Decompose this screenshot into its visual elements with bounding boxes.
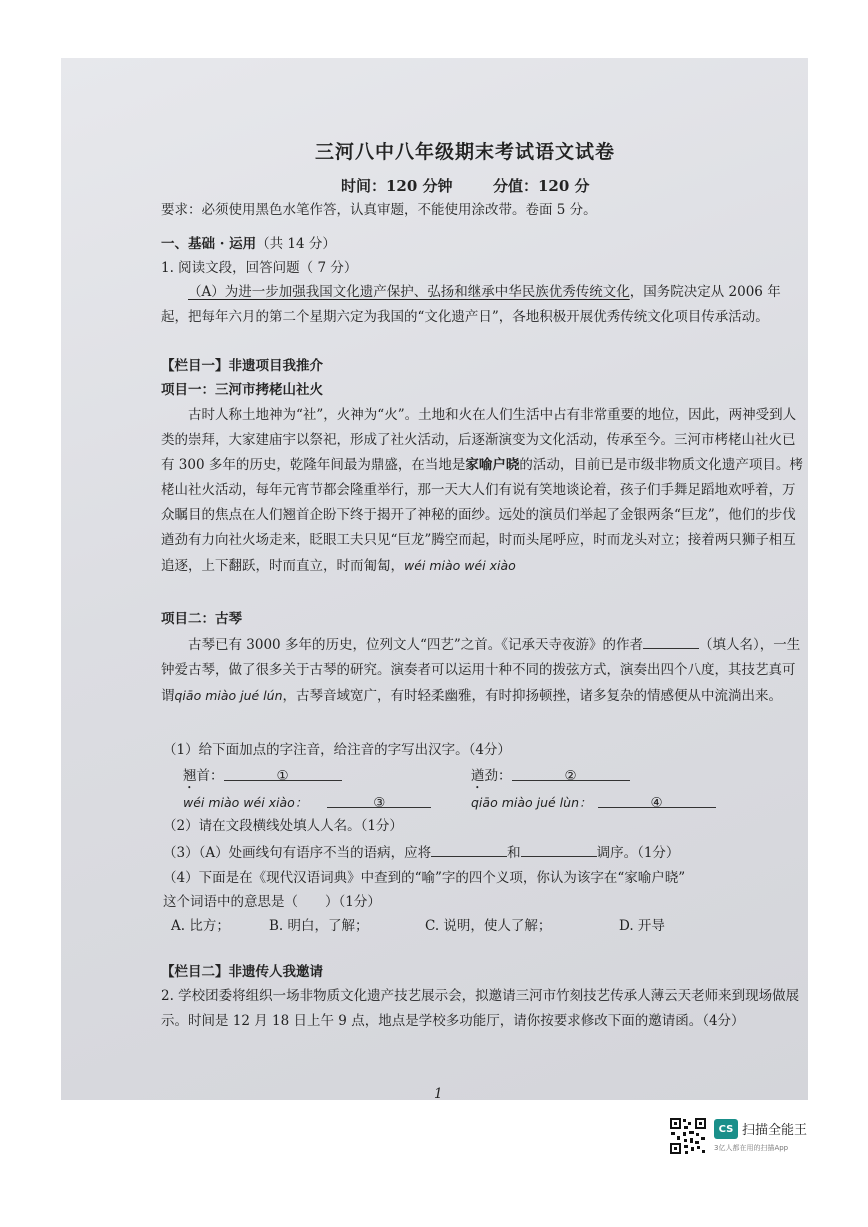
project1-pinyin: wéi miào wéi xiào bbox=[404, 558, 516, 573]
answer-blank-1[interactable] bbox=[224, 764, 342, 784]
answer-blank-4[interactable] bbox=[598, 791, 716, 811]
project2-text-3: ，古琴音域宽广，有时轻柔幽雅，有时抑扬顿挫，诸多复杂的情感便从中流淌出来。 bbox=[282, 688, 782, 704]
q1-2-prompt: （2）请在文段横线处填人人名。（1分） bbox=[163, 818, 403, 834]
project2-text-2: （填人名），一生钟爱古琴，做了很多关于古琴的研究。演奏者可以运用十种不同的拨弦方式，演奏出四个八度，其技艺真可谓 bbox=[161, 637, 801, 704]
section1-title: 一、基础 · 运用 bbox=[161, 236, 257, 252]
mark-1: ① bbox=[276, 768, 289, 784]
scanner-tagline: 3亿人都在用的扫描App bbox=[714, 1144, 789, 1152]
page-number: 1 bbox=[434, 1086, 443, 1100]
mark-2: ② bbox=[564, 768, 577, 784]
passage-a-underlined: （A）为进一步加强我国文化遗产保护、弘扬和继承中华民族优秀传统文化 bbox=[188, 284, 630, 300]
q1-1-b-label: 劲： bbox=[484, 768, 512, 784]
project1-paragraph bbox=[161, 403, 807, 579]
scanned-page-photo bbox=[61, 58, 808, 1100]
reorder-blank-2[interactable] bbox=[521, 840, 597, 857]
project2-title: 项目二：古琴 bbox=[161, 611, 242, 627]
section1-heading bbox=[161, 232, 336, 257]
qr-code-icon bbox=[669, 1117, 707, 1155]
q1-1-item-a bbox=[183, 764, 342, 792]
q1-4-prompt-line2: 这个词语中的意思是（ ）（1分） bbox=[163, 894, 381, 910]
answer-blank-3[interactable] bbox=[327, 791, 431, 811]
project2-text-1: 古琴已有 3000 多年的历史，位列文人“四艺”之首。《记承天寺夜游》的作者 bbox=[188, 637, 643, 653]
page-title: 三河八中八年级期末考试语文试卷 bbox=[315, 141, 616, 163]
q1-3-prompt bbox=[163, 840, 679, 866]
project1-text-2: 的活动，目前已是市级非物质文化遗产项目。栲栳山社火活动，每年元宵节都会隆重举行，那一天大人们有说有笑地谈论着，孩子们手舞足蹈地欢呼着，万众瞩目的焦点在人们翘首企盼下终于揭开了神秘的面纱。远处的演员们举起了金银两条“巨龙”，他们的步伐遒劲有力向社火场走来，眨眼工夫只见“巨龙”腾空而起，时而头尾呼应，时而龙头对立；接着两只狮子相互追逐，上下翻跃，时而直立，时而匍匐， bbox=[161, 457, 803, 574]
intro-passage bbox=[161, 280, 807, 330]
score-label: 分值：120 分 bbox=[493, 177, 590, 195]
q1-4-prompt-line1: （4）下面是在《现代汉语词典》中查到的“喻”字的四个义项，你认为该字在“家喻户晓” bbox=[163, 870, 686, 886]
passage-rest: ，国务院决定从 2006 年起，把每年六月的第二个星期六定为我国的“文化遗产日”，各地积极开展优秀传统文化项目传承活动。 bbox=[161, 284, 781, 325]
option-b: B. 明白，了解； bbox=[269, 918, 369, 934]
q1-1-c-label: wéi miào wéi xiào： bbox=[183, 795, 308, 810]
scanner-watermark bbox=[669, 1117, 809, 1157]
project2-paragraph bbox=[161, 632, 807, 709]
mark-3: ③ bbox=[373, 795, 386, 811]
q1-1-prompt: （1）给下面加点的字注音，给注音的字写出汉字。（4分） bbox=[163, 742, 511, 758]
q1-3-text-b: 和 bbox=[507, 845, 521, 861]
option-d: D. 开导 bbox=[619, 918, 665, 934]
scanner-brand-name: 扫描全能王 bbox=[742, 1123, 808, 1138]
project2-pinyin: qiāo miào jué lún bbox=[174, 688, 283, 703]
author-blank[interactable] bbox=[643, 632, 699, 649]
q1-1-item-b bbox=[471, 764, 630, 792]
time-label: 时间：120 分钟 bbox=[341, 177, 453, 195]
project1-title: 项目一：三河市拷栳山社火 bbox=[161, 382, 323, 398]
column1-heading: 【栏目一】非遗项目我推介 bbox=[161, 358, 323, 374]
project1-text-1: 古时人称土地神为“社”，火神为“火”。土地和火在人们生活中占有非常重要的地位，因此，两神受到人类的崇拜，大家建庙宇以祭祀，形成了社火活动，后逐渐演变为文化活动，传承至今。三河市栲栳山社火已有 300 多年的历史，乾隆年间最为鼎盛，在当地是 bbox=[161, 407, 797, 473]
q1-1-d-label: qiāo miào jué lùn： bbox=[471, 795, 592, 810]
q1-3-text-a: （3）（A）处画线句有语序不当的语病，应将 bbox=[163, 845, 432, 861]
project1-highlight: 家喻户晓 bbox=[465, 457, 520, 473]
q1-1-item-d bbox=[471, 790, 716, 816]
option-a: A. 比方； bbox=[171, 918, 230, 934]
camscanner-logo-icon: CS bbox=[714, 1119, 738, 1139]
answer-blank-2[interactable] bbox=[512, 764, 630, 784]
section1-points: （共 14 分） bbox=[256, 236, 336, 252]
q1-1-a-label: 首： bbox=[196, 768, 224, 784]
mark-4: ④ bbox=[650, 795, 663, 811]
q1-intro: 1. 阅读文段，回答问题（ 7 分） bbox=[161, 260, 358, 276]
exam-sheet bbox=[99, 98, 803, 1100]
q2-prompt: 2. 学校团委将组织一场非物质文化遗产技艺展示会，拟邀请三河市竹刻技艺传承人薄云天老师来到现场做展示。时间是 12 月 18 日上午 9 点，地点是学校多功能厅，请你按要求修改下面的邀请函。（4分） bbox=[161, 988, 800, 1029]
q1-1-item-c bbox=[183, 790, 431, 816]
column2-heading: 【栏目二】非遗传人我邀请 bbox=[161, 964, 323, 980]
q1-3-text-c: 调序。（1分） bbox=[596, 845, 680, 861]
reorder-blank-1[interactable] bbox=[431, 840, 507, 857]
option-c: C. 说明，使人了解； bbox=[425, 918, 552, 934]
requirement-text: 要求：必须使用黑色水笔作答，认真审题，不能使用涂改带。卷面 5 分。 bbox=[161, 202, 597, 218]
q1-1-a-dotted-char: 翘 bbox=[183, 768, 197, 784]
q1-1-b-dotted-char: 遒 bbox=[471, 768, 485, 784]
